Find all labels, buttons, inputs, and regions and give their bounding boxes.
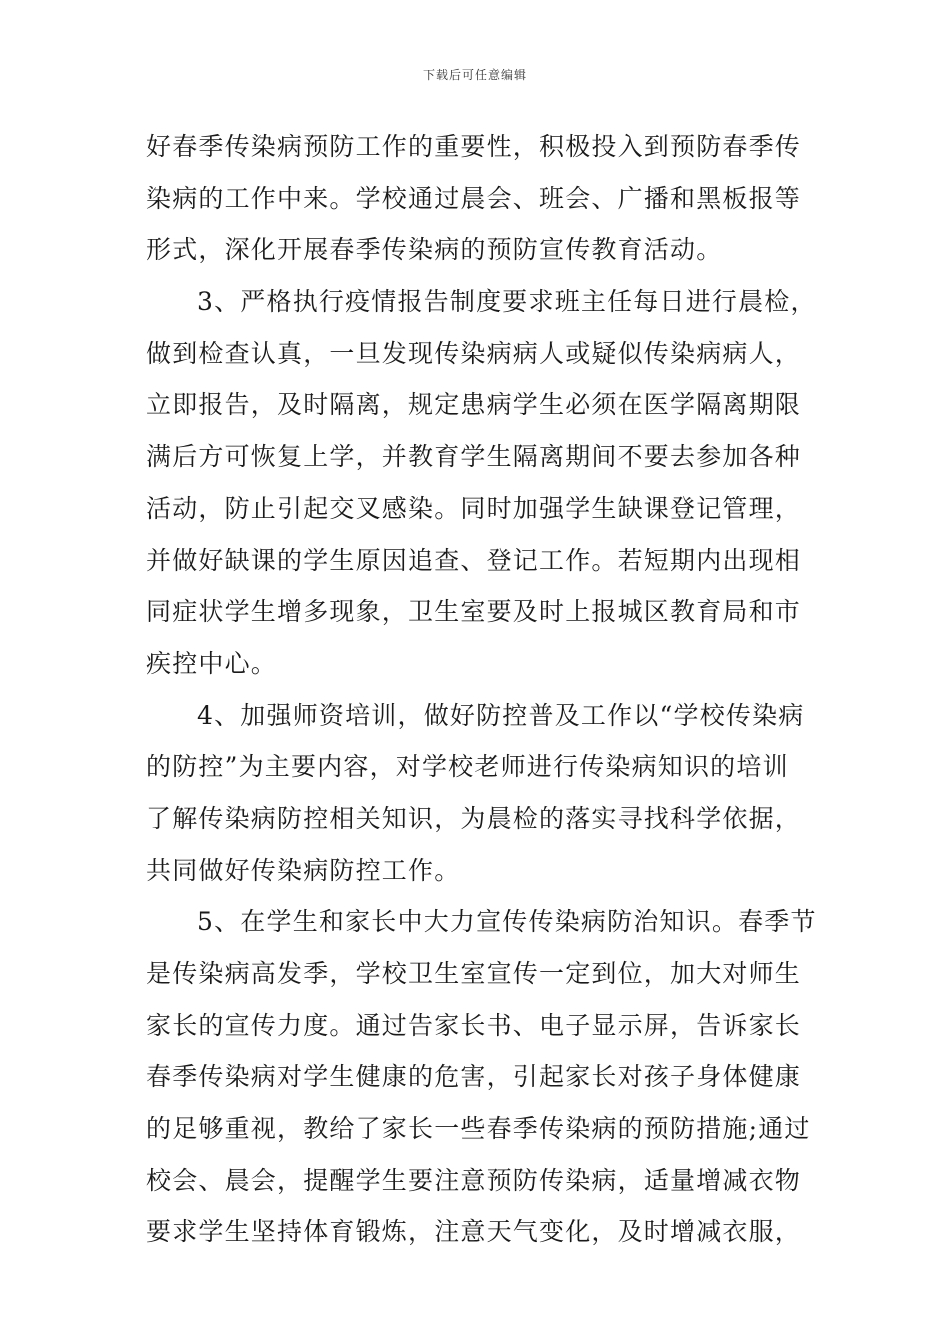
text-line: 同症状学生增多现象，卫生室要及时上报城区教育局和市	[146, 597, 802, 627]
text-line: 并做好缺课的学生原因追查、登记工作。若短期内出现相	[146, 545, 802, 575]
paragraph-5-first-line: 5、在学生和家长中大力宣传传染病防治知识。春季节	[197, 907, 817, 937]
text-line: 做到检查认真，一旦发现传染病病人或疑似传染病病人，	[146, 338, 802, 368]
text-line: 活动，防止引起交叉感染。同时加强学生缺课登记管理，	[146, 493, 802, 523]
text-line: 共同做好传染病防控工作。	[146, 855, 461, 885]
text-line: 了解传染病防控相关知识，为晨检的落实寻找科学依据，	[146, 803, 802, 833]
text-line: 好春季传染病预防工作的重要性，积极投入到预防春季传	[146, 132, 802, 161]
text-line: 染病的工作中来。学校通过晨会、班会、广播和黑板报等	[146, 183, 802, 213]
document-body	[146, 121, 817, 1258]
text-line: 立即报告，及时隔离，规定患病学生必须在医学隔离期限	[146, 390, 802, 420]
page-header: 下载后可任意编辑	[422, 68, 527, 82]
text-line: 是传染病高发季，学校卫生室宣传一定到位，加大对师生	[146, 959, 802, 988]
text-line: 的防控”为主要内容，对学校老师进行传染病知识的培训	[146, 752, 789, 782]
text-line: 的足够重视，教给了家长一些春季传染病的预防措施;通过	[146, 1114, 811, 1144]
text-line: 疾控中心。	[146, 648, 278, 678]
text-line: 形式，深化开展春季传染病的预防宣传教育活动。	[146, 235, 723, 265]
text-line: 满后方可恢复上学，并教育学生隔离期间不要去参加各种	[146, 442, 802, 472]
text-line: 要求学生坚持体育锻炼，注意天气变化，及时增减衣服，	[146, 1217, 802, 1247]
text-line: 校会、晨会，提醒学生要注意预防传染病，适量增减衣物	[146, 1165, 802, 1195]
text-line: 春季传染病对学生健康的危害，引起家长对孩子身体健康	[146, 1062, 802, 1092]
paragraph-4-first-line: 4、加强师资培训，做好防控普及工作以“学校传染病	[197, 700, 805, 730]
paragraph-3-first-line: 3、严格执行疫情报告制度要求班主任每日进行晨检，	[197, 287, 817, 317]
text-line: 家长的宣传力度。通过告家长书、电子显示屏，告诉家长	[146, 1010, 802, 1040]
